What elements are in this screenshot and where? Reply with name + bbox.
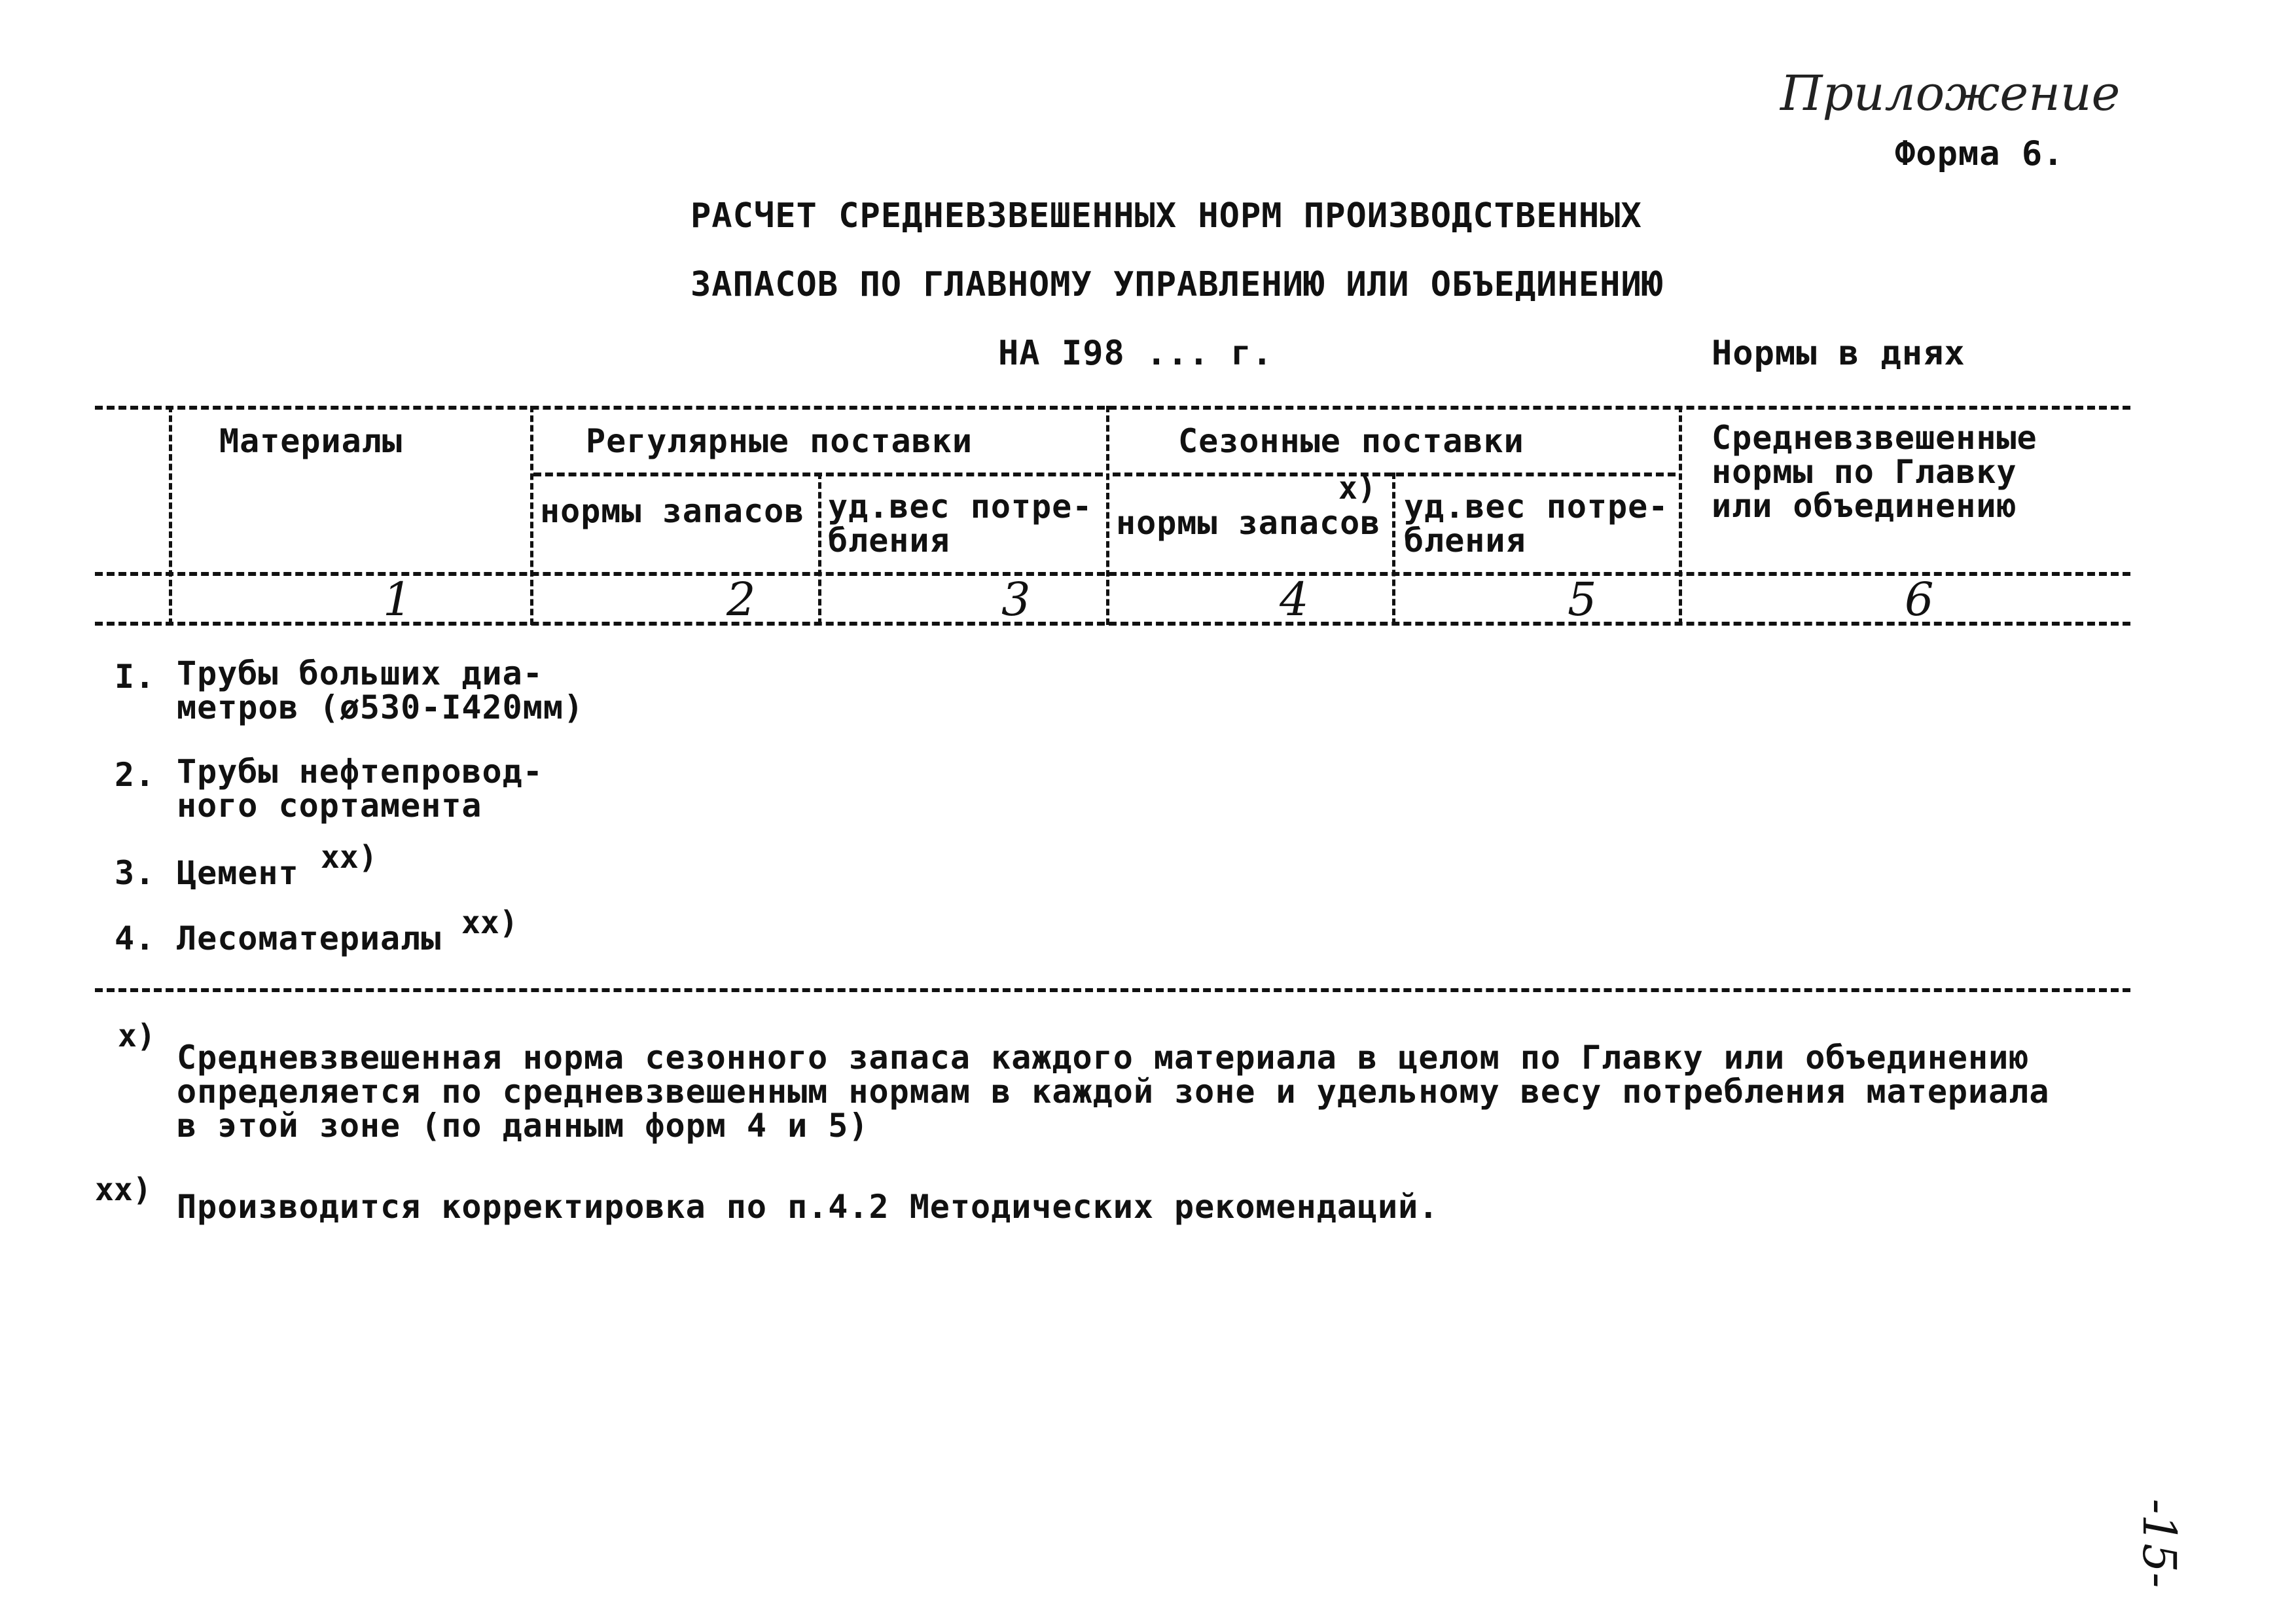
column-number: 1 <box>383 573 412 626</box>
header-reg-share: уд.вес потре- бления <box>828 488 1093 560</box>
column-number: 6 <box>1905 573 1934 626</box>
column-number: 4 <box>1280 573 1309 626</box>
units-note: Нормы в днях <box>1712 334 1965 373</box>
footnote-text: Производится корректировка по п.4.2 Методических рекомендаций. <box>177 1188 1439 1226</box>
title-line-1: РАСЧЕТ СРЕДНЕВЗВЕШЕННЫХ НОРМ ПРОИЗВОДСТВЕННЫХ <box>691 196 1642 236</box>
table-end-rule <box>95 988 2130 992</box>
header-seas-norms: нормы запасов <box>1116 504 1381 542</box>
page-number: -15- <box>2132 1499 2186 1588</box>
row-number: 2. <box>115 756 156 794</box>
row-footnote-mark: xx) <box>461 904 518 941</box>
title-line-2: ЗАПАСОВ ПО ГЛАВНОМУ УПРАВЛЕНИЮ ИЛИ ОБЪЕДИНЕНИЮ <box>691 265 1664 304</box>
col-divider <box>1679 406 1682 625</box>
col-divider <box>1392 473 1395 625</box>
row-material: Лесоматериалы <box>177 919 442 957</box>
row-number: 4. <box>115 919 156 957</box>
appendix-label: Приложение <box>1780 65 2121 122</box>
row-material: Цемент <box>177 854 299 892</box>
footnote-mark: xx) <box>95 1171 152 1208</box>
row-number: I. <box>115 658 156 696</box>
header-seas-norms-mark: x) <box>1338 470 1376 507</box>
row-number: 3. <box>115 854 156 892</box>
footnote-text: Средневзвешенная норма сезонного запаса каждого материала в целом по Главку или объединению определяется по средневзвешенным нормам в каждой зоне и удельному весу потребления материала в этой зоне (по данным форм 4 и 5) <box>177 1039 2050 1145</box>
row-material: Трубы больших диа- метров (ø530-I420мм) <box>177 654 584 726</box>
header-materials: Материалы <box>219 422 403 460</box>
header-reg-norms: нормы запасов <box>540 492 805 530</box>
header-weighted: Средневзвешенные нормы по Главку или объединению <box>1712 419 2037 525</box>
col-divider <box>530 406 533 625</box>
form-label: Форма 6. <box>1895 134 2064 173</box>
row-material: Трубы нефтепровод- ного сортамента <box>177 753 543 825</box>
year-line: НА I98 ... г. <box>998 334 1273 373</box>
footnote-mark: x) <box>118 1018 156 1054</box>
column-number: 5 <box>1568 573 1597 626</box>
col-divider <box>1106 406 1109 625</box>
table-top-rule <box>95 406 2130 410</box>
header-seasonal: Сезонные поставки <box>1178 422 1524 460</box>
column-number: 2 <box>726 573 756 626</box>
column-number: 3 <box>1001 573 1031 626</box>
col-divider <box>169 406 172 625</box>
col-divider <box>818 473 821 625</box>
row-footnote-mark: xx) <box>321 839 378 876</box>
header-seas-share: уд.вес потре- бления <box>1404 488 1669 560</box>
header-regular: Регулярные поставки <box>586 422 973 460</box>
